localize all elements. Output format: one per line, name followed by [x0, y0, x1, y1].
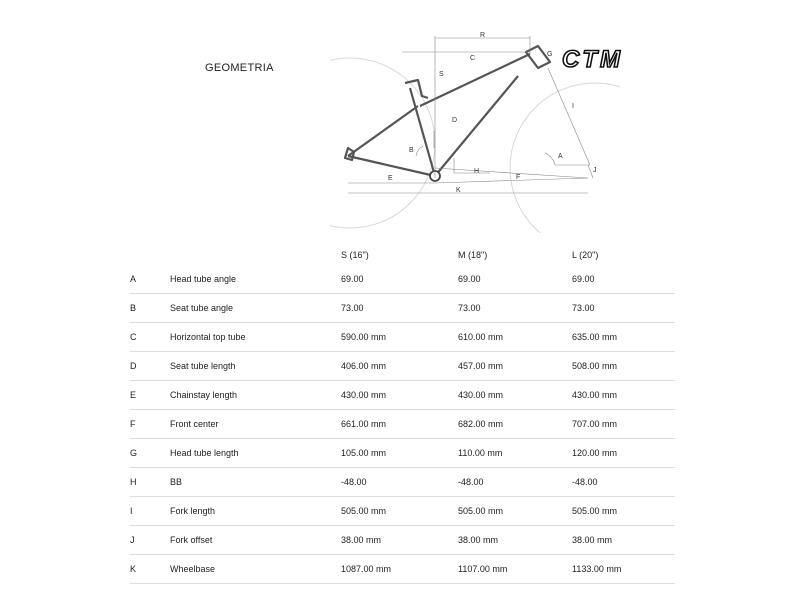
value-l: 120.00 mm: [572, 439, 675, 468]
row-name: Fork length: [170, 497, 341, 526]
row-name: Chainstay length: [170, 381, 341, 410]
row-letter: C: [130, 323, 170, 352]
svg-text:CTM: CTM: [562, 46, 623, 72]
dim-label-r: R: [480, 32, 486, 39]
dim-label-s: S: [439, 71, 444, 78]
dim-label-j: J: [593, 167, 597, 174]
row-letter: A: [130, 265, 170, 294]
table-row: [130, 410, 675, 439]
row-letter: F: [130, 410, 170, 439]
value-s: 590.00 mm: [341, 323, 458, 352]
row-name: Front center: [170, 410, 341, 439]
dim-label-h: H: [474, 168, 480, 175]
value-l: 430.00 mm: [572, 381, 675, 410]
table-row: [130, 323, 675, 352]
table-row: [130, 352, 675, 381]
value-l: 707.00 mm: [572, 410, 675, 439]
dim-label-d: D: [452, 117, 458, 124]
row-letter: K: [130, 555, 170, 584]
value-l: 38.00 mm: [572, 526, 675, 555]
table-row: [130, 381, 675, 410]
value-s: 505.00 mm: [341, 497, 458, 526]
dim-label-b: B: [409, 147, 414, 154]
dim-label-f: F: [516, 174, 521, 181]
dim-label-i: I: [572, 103, 574, 110]
row-name: Seat tube angle: [170, 294, 341, 323]
row-letter: J: [130, 526, 170, 555]
table-row: [130, 468, 675, 497]
frame-outline: [345, 46, 553, 176]
value-l: -48.00: [572, 468, 675, 497]
size-header-m: M (18"): [458, 250, 488, 260]
row-letter: D: [130, 352, 170, 381]
value-l: 1133.00 mm: [572, 555, 675, 584]
value-l: 69.00: [572, 265, 675, 294]
value-m: 73.00: [458, 294, 572, 323]
table-row: [130, 439, 675, 468]
value-s: 73.00: [341, 294, 458, 323]
size-header-l: L (20"): [572, 250, 599, 260]
value-s: 38.00 mm: [341, 526, 458, 555]
value-s: -48.00: [341, 468, 458, 497]
table-row: [130, 497, 675, 526]
dim-label-a: A: [558, 153, 563, 160]
row-name: Wheelbase: [170, 555, 341, 584]
row-letter: I: [130, 497, 170, 526]
table-row: [130, 265, 675, 294]
table-header-row: [130, 245, 675, 265]
row-name: Seat tube length: [170, 352, 341, 381]
value-l: 73.00: [572, 294, 675, 323]
row-letter: B: [130, 294, 170, 323]
table-row: [130, 555, 675, 584]
row-name: Head tube length: [170, 439, 341, 468]
value-l: 508.00 mm: [572, 352, 675, 381]
row-name: BB: [170, 468, 341, 497]
value-m: 1107.00 mm: [458, 555, 572, 584]
size-header-s: S (16"): [341, 250, 369, 260]
value-m: 505.00 mm: [458, 497, 572, 526]
value-l: 505.00 mm: [572, 497, 675, 526]
value-m: 69.00: [458, 265, 572, 294]
dim-label-e: E: [388, 175, 393, 182]
dim-label-c: C: [470, 55, 476, 62]
dim-label-g: G: [547, 51, 553, 58]
dim-label-k: K: [456, 187, 461, 194]
value-m: 38.00 mm: [458, 526, 572, 555]
row-name: Fork offset: [170, 526, 341, 555]
row-letter: E: [130, 381, 170, 410]
value-m: 682.00 mm: [458, 410, 572, 439]
value-s: 1087.00 mm: [341, 555, 458, 584]
value-s: 406.00 mm: [341, 352, 458, 381]
value-s: 661.00 mm: [341, 410, 458, 439]
row-letter: H: [130, 468, 170, 497]
value-m: 610.00 mm: [458, 323, 572, 352]
value-l: 635.00 mm: [572, 323, 675, 352]
value-m: 110.00 mm: [458, 439, 572, 468]
value-s: 105.00 mm: [341, 439, 458, 468]
value-m: 430.00 mm: [458, 381, 572, 410]
ctm-logo: [560, 46, 670, 72]
row-name: Head tube angle: [170, 265, 341, 294]
table-row: [130, 526, 675, 555]
geometry-table: [130, 245, 675, 584]
row-name: Horizontal top tube: [170, 323, 341, 352]
front-wheel: [510, 83, 620, 233]
value-m: -48.00: [458, 468, 572, 497]
value-s: 430.00 mm: [341, 381, 458, 410]
page-title: GEOMETRIA: [205, 62, 274, 74]
value-m: 457.00 mm: [458, 352, 572, 381]
row-letter: G: [130, 439, 170, 468]
table-row: [130, 294, 675, 323]
value-s: 69.00: [341, 265, 458, 294]
